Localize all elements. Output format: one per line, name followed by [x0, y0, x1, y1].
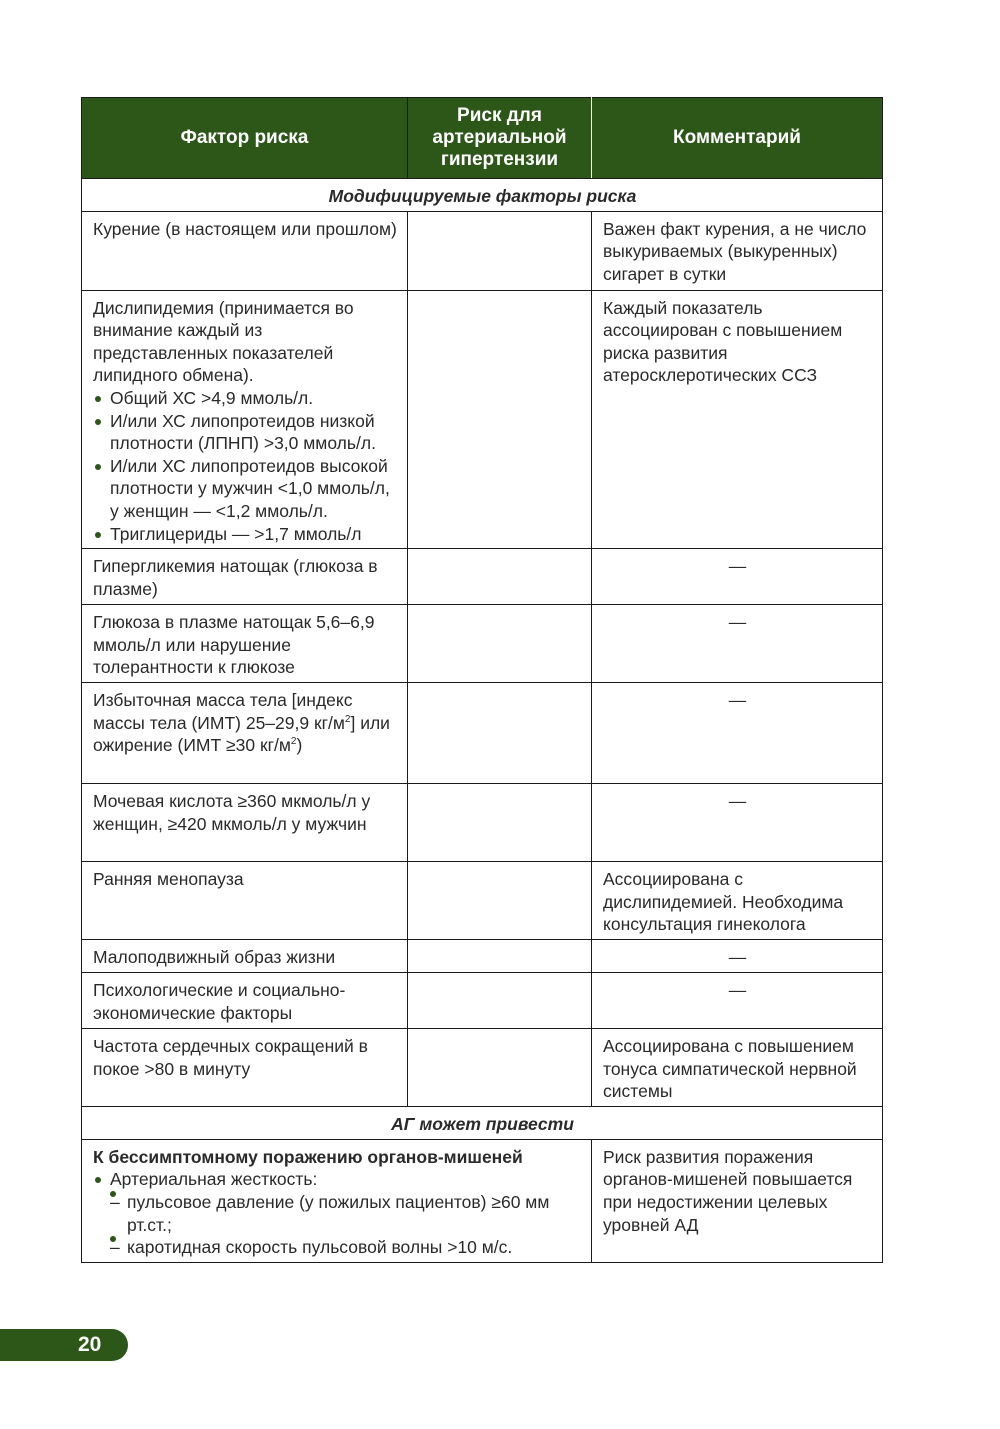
table-row [82, 605, 883, 683]
sub-list-item: – каротидная скорость пульсовой волны >10 м/с. [110, 1236, 581, 1259]
table-row [82, 290, 883, 549]
factor-text-part: Избыточная масса тела [индекс массы тела (ИМТ) 25–29,9 кг/м [93, 690, 353, 733]
comment-cell: — [592, 973, 883, 1029]
header-comment: Комментарий [592, 98, 883, 179]
factor-text-part: ] или ожирение (ИМТ ≥30 кг/м [93, 712, 390, 756]
comment-cell: Каждый показатель ассоциирован с повышением риска развития атеросклеротических ССЗ [592, 290, 883, 549]
list-item: И/или ХС липопротеидов низкой плотности (ЛПНП) >3,0 ммоль/л. [93, 410, 397, 455]
risk-cell [408, 784, 592, 862]
table-row [82, 973, 883, 1029]
sub-list-item: – пульсовое давление (у пожилых пациентов) ≥60 мм рт.ст.; [110, 1191, 581, 1236]
section-row-modifiable [82, 179, 883, 212]
list-item: И/или ХС липопротеидов высокой плотности у мужчин <1,0 ммоль/л, у женщин — <1,2 ммоль/л. [93, 455, 397, 523]
comment-cell: Риск развития поражения органов-мишеней повышается при недостижении целевых уровней АД [592, 1139, 883, 1262]
risk-cell [408, 973, 592, 1029]
risk-cell [408, 549, 592, 605]
section-title-consequences: АГ может привести [82, 1107, 883, 1140]
table-row [82, 683, 883, 784]
factor-cell: Глюкоза в плазме натощак 5,6–6,9 ммоль/л или нарушение толерантности к глюкозе [82, 605, 408, 683]
comment-cell: — [592, 549, 883, 605]
comment-cell: — [592, 940, 883, 973]
superscript: 2 [344, 713, 351, 725]
table-row [82, 1029, 883, 1107]
table-row [82, 784, 883, 862]
list-item: Общий ХС >4,9 ммоль/л. [93, 387, 397, 410]
factor-cell: Гипергликемия натощак (глюкоза в плазме) [82, 549, 408, 605]
section-row-consequences [82, 1107, 883, 1140]
table-row [82, 1139, 883, 1262]
factor-cell [82, 683, 408, 784]
table-row [82, 211, 883, 290]
comment-cell: Ассоциирована с дислипидемией. Необходима консультация гинеколога [592, 862, 883, 940]
header-risk-factor: Фактор риска [82, 98, 408, 179]
organ-damage-title: К бессимптомному поражению органов-мишеней [93, 1146, 523, 1167]
factor-text: Дислипидемия (принимается во внимание каждый из представленных показателей липидного обмена). [93, 297, 354, 386]
table-header-row [82, 98, 883, 179]
comment-cell: — [592, 784, 883, 862]
comment-cell: Важен факт курения, а не число выкуриваемых (выкуренных) сигарет в сутки [592, 211, 883, 290]
list-item-text: Артериальная жесткость: [110, 1169, 318, 1190]
factor-text-part: ) [296, 735, 303, 756]
factor-cell: Мочевая кислота ≥360 мкмоль/л у женщин, ≥420 мкмоль/л у мужчин [82, 784, 408, 862]
bullet-list [93, 1168, 581, 1258]
factor-cell: Малоподвижный образ жизни [82, 940, 408, 973]
header-hypertension-risk: Риск для артериальной гипертензии [408, 98, 592, 179]
organ-damage-cell [82, 1139, 592, 1262]
superscript: 2 [290, 736, 297, 748]
table-row [82, 549, 883, 605]
risk-cell [408, 290, 592, 549]
comment-cell: — [592, 683, 883, 784]
comment-cell: Ассоциирована с повышением тонуса симпатической нервной системы [592, 1029, 883, 1107]
risk-cell [408, 862, 592, 940]
factor-cell [82, 290, 408, 549]
factor-cell: Ранняя менопауза [82, 862, 408, 940]
table-row [82, 940, 883, 973]
comment-cell: — [592, 605, 883, 683]
list-item: Триглицериды — >1,7 ммоль/л [93, 523, 397, 546]
risk-factors-table [81, 97, 883, 1263]
bullet-list [93, 387, 397, 545]
section-title-modifiable: Модифицируемые факторы риска [82, 179, 883, 212]
list-item [93, 1168, 581, 1258]
table-row [82, 862, 883, 940]
factor-cell: Курение (в настоящем или прошлом) [82, 211, 408, 290]
factor-cell: Психологические и социально-экономические факторы [82, 973, 408, 1029]
sub-list [110, 1191, 581, 1259]
risk-cell [408, 1029, 592, 1107]
risk-cell [408, 211, 592, 290]
factor-cell: Частота сердечных сокращений в покое >80 в минуту [82, 1029, 408, 1107]
page-number-badge: 20 [0, 1329, 128, 1361]
risk-cell [408, 683, 592, 784]
risk-cell [408, 605, 592, 683]
risk-cell [408, 940, 592, 973]
